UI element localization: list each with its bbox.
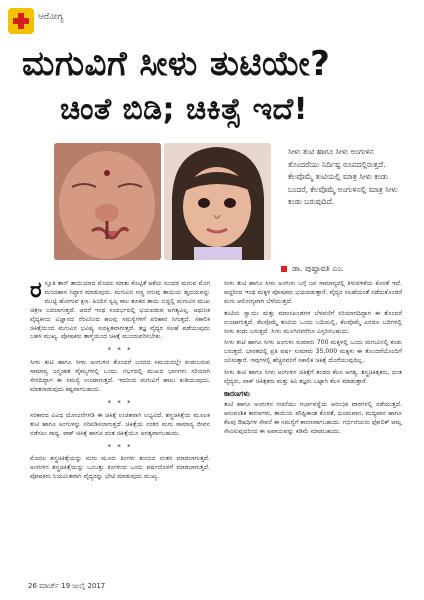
paragraph: ಸರಕಾರದ ವಿವಿಧ ಯೋಜನೆಗಳಡಿ ಈ ಚಿಕಿತ್ಸೆ ಉಚಿತವಾಗಿ ಲಭ್ಯವಿದೆ. ಶಸ್ತ್ರಚಿಕಿತ್ಸೆಯ ಮೂಲಕ ತುಟಿ ಹಾಗೂ ಅಂಗುಳನ್ನು ಸರಿಪಡಿಸಲಾಗುತ್ತದೆ. ಚಿಕಿತ್ಸೆಯ ನಂತರ ಮಗು ಸಾಮಾನ್ಯ ಜೀವನ ನಡೆಸಲು ಸಾಧ್ಯ. ವಾಕ್ ಚಿಕಿತ್ಸೆ ಹಾಗೂ ದಂತ ಚಿಕಿತ್ಸೆಯೂ ಅಗತ್ಯವಾಗಬಹುದು. [30, 411, 210, 437]
photo-child-after-treatment [164, 143, 271, 260]
infant-illustration [54, 143, 161, 260]
body-column-left [30, 280, 210, 485]
paragraph: ಸೀಳು ತುಟಿ ಹಾಗೂ ಸೀಳು ಅಂಗುಳು ಸುಮಾರು 700 ಮಕ್ಕಳಲ್ಲಿ ಒಂದು ಮಗುವಿನಲ್ಲಿ ಕಂಡು ಬರುತ್ತದೆ. ಭಾರತದಲ್ಲಿ ಪ್ರತಿ ವರ್ಷ ಸುಮಾರು 35,000 ಮಕ್ಕಳು ಈ ತೊಂದರೆಯೊಂದಿಗೆ ಜನಿಸುತ್ತಾರೆ. ಇವುಗಳಲ್ಲಿ ಹೆಚ್ಚಿನವರಿಗೆ ಸಕಾಲಿಕ ಚಿಕಿತ್ಸೆ ದೊರೆಯುವುದಿಲ್ಲ. [224, 339, 402, 365]
headline-line-1: ಮಗುವಿಗೆ ಸೀಳು ತುಟಿಯೇ? [22, 44, 331, 84]
medical-cross-icon [8, 8, 34, 34]
section-divider: * * * [107, 346, 133, 355]
paragraph: ಸೀಳು ತುಟಿ ಹಾಗೂ ಸೀಳು ಅಂಗುಳಿನ ತೊಂದರೆ ಜನನದ ಸಮಯದಲ್ಲೇ ಕಂಡುಬರುವ ಸಾಮಾನ್ಯ ಜನ್ಮಜಾತ ವೈಕಲ್ಯಗಳಲ್ಲಿ ಒಂದು. ಗರ್ಭದಲ್ಲಿ ಮುಖದ ಭಾಗಗಳು ಸರಿಯಾಗಿ ಸೇರದಿದ್ದಾಗ ಈ ಸಮಸ್ಯೆ ಉಂಟಾಗುತ್ತದೆ. ಇದರಿಂದ ಮಗುವಿಗೆ ಹಾಲು ಕುಡಿಯುವುದು, ಮಾತನಾಡುವುದು ಕಷ್ಟವಾಗಬಹುದು. [30, 359, 210, 393]
section-label: ಆರೋಗ್ಯ [38, 12, 64, 22]
section-divider: * * * [107, 398, 133, 407]
body-column-right [224, 280, 402, 440]
paragraph-text: ಸ್ತೂತಿ ತಾನ್ ತಾಯಿಯಾದ ಮೊದಲ ಮಾತು ಕೊಟ್ಟಿತೆ ಅಕೆಯ ಸುಂದರ ಮಗುವ ಮೊಗ ಮಂದಹಾಸ ಸಿದ್ಧಾರ ಮಾಡುವುದು. ಮಗುವಿನ ಸಣ್ಣ ನಗುವು ತಾಯಿಯ ಹೃದಯವನ್ನು ಮುಟ್ಟಿ ಹೋಗುವ ಕ್ಷಣ. ಹಿಂದಿನ ಸ್ವಲ್ಪ ಕಾಲ ತೂಕದ ತಾಯಿ ಬಿದ್ದಲ್ಲಿ ಮಗುವಿನ ಮುಖ ಚಿತ್ರಣ ಬದಲಾಗುತ್ತದೆ. ಆದರೆ ಇಂಥ ಸಂದರ್ಭದಲ್ಲಿ ಭಯಪಡುವ ಅಗತ್ಯವಿಲ್ಲ. ಆಧುನಿಕ ವೈದ್ಯಕೀಯ ವಿಜ್ಞಾನದ ನೆರವಿನಿಂದ ಹಲವು ಸಮಸ್ಯೆಗಳಿಗೆ ಪರಿಹಾರ ಸಿಗುತ್ತದೆ. ಸಕಾಲಿಕ ಚಿಕಿತ್ಸೆಯಿಂದ ಮಗುವಿನ ಭವಿಷ್ಯ ಸುರಕ್ಷಿತವಾಗುತ್ತದೆ. ತಜ್ಞ ವೈದ್ಯರ ಸಲಹೆ ಪಡೆಯುವುದು ಬಹಳ ಮುಖ್ಯ. ಪೋಷಕರು ತಾಳ್ಮೆಯಿಂದ ಚಿಕಿತ್ಸೆ ಮುಂದುವರಿಸಬೇಕು. [30, 280, 210, 341]
byline [281, 264, 344, 274]
byline-marker [281, 266, 287, 272]
paragraph: ಸೀಳು ತುಟಿ ಹಾಗೂ ಸೀಳು ಅಂಗುಳಿನ ಚಿಕಿತ್ಸೆಗೆ ತಂಡದ ಕೆಲಸ ಅಗತ್ಯ. ಶಸ್ತ್ರಚಿಕಿತ್ಸಕರು, ದಂತ ವೈದ್ಯರು, ವಾಕ್ ಚಿಕಿತ್ಸಕರು ಮತ್ತು ಕಿವಿ ತಜ್ಞರು ಒಟ್ಟಾಗಿ ಕೆಲಸ ಮಾಡುತ್ತಾರೆ. [224, 369, 402, 386]
paragraph: ತುಟಿಯ ಸ್ವಾಯು ಮತ್ತು ಮಾಂಸಖಂಡಗಳ ಬೆಳವಣಿಗೆ ಸರಿಯಾಗದಿದ್ದಾಗ ಈ ತೊಂದರೆ ಉಂಟಾಗುತ್ತದೆ. ಕೆಲವೊಮ್ಮೆ ತುಟಿಯ ಒಂದು ಬದಿಯಲ್ಲಿ, ಕೆಲವೊಮ್ಮೆ ಎರಡೂ ಬದಿಗಳಲ್ಲಿ ಸೀಳು ಕಂಡು ಬರುತ್ತದೆ. ಸೀಳು ಮೂಗಿನವರೆಗೂ ವಿಸ್ತರಿಸಬಹುದು. [224, 309, 402, 335]
cross-shape [12, 12, 30, 30]
byline-author: ಡಾ. ಪುಷ್ಪಾವತಿ ಎಂ. [292, 264, 344, 273]
section-divider: * * * [107, 442, 133, 451]
paragraph: ತುಟಿ ಹಾಗೂ ಅಂಗುಳಿನ ರಚನೆಯು ಗರ್ಭಾವಸ್ಥೆಯ ಆರಂಭಿಕ ವಾರಗಳಲ್ಲಿ ನಡೆಯುತ್ತದೆ. ಆನುವಂಶಿಕ ಕಾರಣಗಳು, ತಾಯಿಯ ಪೌಷ್ಟಿಕಾಂಶ ಕೊರತೆ, ಧೂಮಪಾನ, ಮದ್ಯಪಾನ ಹಾಗೂ ಕೆಲವು ಔಷಧಿಗಳ ಸೇವನೆ ಈ ಸಮಸ್ಯೆಗೆ ಕಾರಣವಾಗಬಹುದು. ಗರ್ಭಿಣಿಯರು ಫೋಲಿಕ್ ಆಮ್ಲ ಸೇವಿಸುವುದರಿಂದ ಈ ಅಪಾಯವನ್ನು ಕಡಿಮೆ ಮಾಡಬಹುದು. [224, 400, 402, 435]
page-footer: 26 ಮಾರ್ಚ್ 19 ಜುಲೈ 2017 [28, 582, 106, 590]
photo-infant-cleft-lip [54, 143, 161, 260]
headline-line-2: ಚಿಂತೆ ಬಿಡಿ; ಚಿಕಿತ್ಸೆ ಇದೆ! [60, 92, 308, 127]
subheading: ಕಾರಣಗಳು [224, 388, 250, 398]
paragraph: ಮೊದಲ ಶಸ್ತ್ರಚಿಕಿತ್ಸೆಯನ್ನು ಮಗು ಮೂರು ತಿಂಗಳು ತುಂಬಿದ ನಂತರ ಮಾಡಲಾಗುತ್ತದೆ. ಅಂಗುಳಿನ ಶಸ್ತ್ರಚಿಕಿತ್ಸೆಯನ್ನು ಒಂಬತ್ತು ತಿಂಗಳಿಂದ ಒಂದು ವರ್ಷದೊಳಗೆ ಮಾಡಲಾಗುತ್ತದೆ. ಪೋಷಕರು ನಿಯಮಿತವಾಗಿ ವೈದ್ಯರನ್ನು ಭೇಟಿ ಮಾಡುವುದು ಮುಖ್ಯ. [30, 455, 210, 481]
child-illustration [164, 143, 271, 260]
side-caption: ಸೀಳು ತುಟಿ ಹಾಗೂ ಸೀಳು ಅಂಗುಳಿನ ತೊಂದರೆಯು ನಿರ್ದಿಷ್ಟ ರೂಪದಲ್ಲಿರುತ್ತದೆ. ಕೆಲವೊಮ್ಮೆ ತುಟಿಯಲ್ಲಿ ಮಾತ್ರ ಸೀಳು ಕಂಡು ಬಂದರೆ, ಕೆಲವೊಮ್ಮೆ ಅಂಗುಳಿನಲ್ಲಿ ಮಾತ್ರ ಸೀಳು ಕಂಡು ಬರುವುದಿದೆ. [288, 147, 398, 206]
paragraph [30, 280, 210, 342]
paragraph: ಸೀಳು ತುಟಿ ಹಾಗೂ ಸೀಳು ಅಂಗುಳು ಬಗ್ಗೆ ಜನ ಸಾಮಾನ್ಯರಲ್ಲಿ ತಿಳುವಳಿಕೆಯ ಕೊರತೆ ಇದೆ. ಆದ್ದರಿಂದ ಇಂಥ ಮಕ್ಕಳ ಪೋಷಕರು ಭಯಪಡುತ್ತಾರೆ. ವೈದ್ಯರ ಸಲಹೆಯಂತೆ ನಡೆದುಕೊಂಡರೆ ಮಗು ಆರೋಗ್ಯವಾಗಿ ಬೆಳೆಯುತ್ತದೆ. [224, 280, 402, 305]
drop-cap: ರ [30, 278, 42, 303]
